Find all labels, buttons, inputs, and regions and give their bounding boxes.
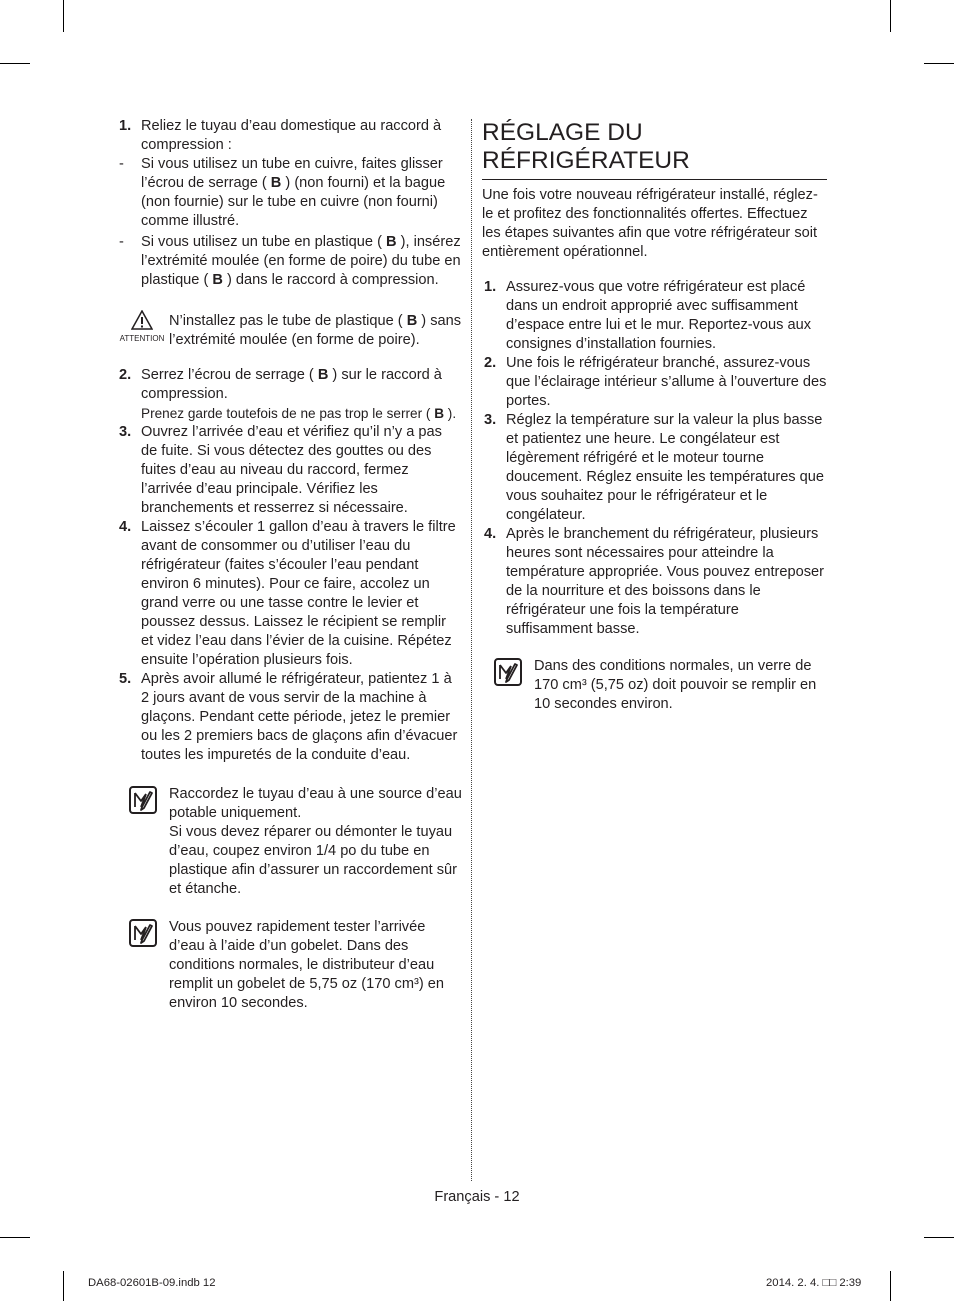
step-text: Assurez-vous que votre réfrigérateur est placé dans un endroit approprié avec suffisamment d’espace entre lui et le mur. Reportez-vous aux consignes d’installation fournies. [506, 279, 812, 352]
bullet-copper [117, 155, 462, 231]
attention-text: N’installez pas le tube de plastique ( [169, 313, 407, 329]
setup-step [482, 278, 827, 354]
crop-mark [890, 0, 891, 32]
ref-b: B [270, 175, 282, 191]
crop-mark [924, 1237, 954, 1238]
ref-b: B [434, 406, 445, 421]
dash: - [119, 234, 124, 250]
bullet-text: ) (non fourni) et la bague (non fournie) sur le tube en cuivre (non fourni) comme illustré. [141, 175, 446, 229]
step-3 [117, 423, 462, 518]
crop-mark [63, 0, 64, 32]
step-number: 2. [484, 355, 497, 371]
setup-step [482, 411, 827, 525]
page-footer: Français - 12 [434, 1189, 520, 1205]
intro-paragraph: Une fois votre nouveau réfrigérateur installé, réglez-le et profitez des fonctionnalités offertes. Effectuez les étapes suivantes afin que votre réfrigérateur soit entièrement opérationnel. [482, 187, 818, 260]
step-number: 5. [119, 671, 132, 687]
note-text: Si vous devez réparer ou démonter le tuyau d’eau, coupez environ 1/4 po du tube en plastique afin d’assurer un raccordement sûr et étanche. [169, 824, 457, 897]
step-number: 4. [484, 526, 497, 542]
bullet-plastic [117, 233, 462, 290]
title-line: RÉGLAGE DU [482, 119, 643, 146]
step-text: Reliez le tuyau d’eau domestique au raccord à compression : [141, 118, 442, 153]
step-number: 2. [119, 367, 132, 383]
step-number: 1. [119, 118, 132, 134]
print-date-info: 2014. 2. 4. □□ 2:39 [766, 1277, 862, 1289]
step-text: Serrez l’écrou de serrage ( [141, 367, 318, 383]
title-line: RÉFRIGÉRATEUR [482, 147, 690, 174]
crop-mark [0, 63, 30, 64]
bullet-text: ), insérez l’extrémité moulée (en forme de poire) du tube en plastique ( [141, 234, 461, 288]
right-column [482, 117, 827, 714]
step-text: Une fois le réfrigérateur branché, assurez-vous que l’éclairage intérieur s’allume à l’ouverture des portes. [506, 355, 827, 409]
note-glass-fill [482, 657, 827, 714]
note-pencil-icon [129, 786, 157, 814]
column-divider [471, 119, 472, 1181]
ref-b: B [406, 313, 418, 329]
crop-mark [890, 1271, 891, 1301]
note-pencil-icon [494, 658, 522, 686]
step-text: Après le branchement du réfrigérateur, plusieurs heures sont nécessaires pour atteindre la température appropriée. Vous pouvez entreposer de la nourriture et des boissons dans le réfrigérateur une fois la température suffisamment basse. [506, 526, 825, 637]
step-4 [117, 518, 462, 670]
setup-step [482, 525, 827, 639]
step-number: 1. [484, 279, 497, 295]
ref-b: B [317, 367, 329, 383]
step-text: ) sur le raccord à compression. [141, 367, 442, 402]
crop-mark [924, 63, 954, 64]
step-number: 3. [119, 424, 132, 440]
attention-label: ATTENTION [119, 334, 165, 343]
step-5 [117, 670, 462, 765]
attention-text: ) sans l’extrémité moulée (en forme de poire). [169, 313, 462, 348]
crop-mark [0, 1237, 30, 1238]
note-cup-test [117, 918, 462, 1013]
setup-step [482, 354, 827, 411]
step-text: Après avoir allumé le réfrigérateur, patientez 1 à 2 jours avant de vous servir de la machine à glaçons. Pendant cette période, jetez le premier ou les 2 premiers bacs de glaçons afin d’évacuer toutes les impuretés de la conduite d’eau. [141, 671, 458, 763]
note-pencil-icon [129, 919, 157, 947]
step-text: Réglez la température sur la valeur la plus basse et patientez une heure. Le congélateur est légèrement réfrigéré et le moteur tourne doucement. Réglez ensuite les températures que vous souhaitez pour le réfrigérateur et le congélateur. [506, 412, 825, 523]
warning-triangle-icon [117, 310, 167, 346]
caution-text: ). [444, 406, 457, 421]
attention-note [117, 312, 462, 350]
bullet-text: Si vous utilisez un tube en plastique ( [141, 234, 386, 250]
step-2 [117, 366, 462, 423]
print-file-info: DA68-02601B-09.indb 12 [88, 1277, 216, 1289]
step-number: 3. [484, 412, 497, 428]
step-text: Laissez s’écouler 1 gallon d’eau à travers le filtre avant de consommer ou d’utiliser l’eau du réfrigérateur (faites s’écouler l’eau pendant environ 6 minutes). Pour ce faire, accolez un grand verre ou une tasse contre le levier et poussez dessus. Laissez le récipient se remplir et videz l’eau dans l’évier de la cuisine. Répétez ensuite l’opération plusieurs fois. [141, 519, 456, 668]
note-water-source [117, 785, 462, 899]
dash: - [119, 156, 124, 172]
step-2-caution [141, 404, 462, 423]
ref-b: B [212, 272, 223, 288]
ref-b: B [386, 234, 397, 250]
caution-text: Prenez garde toutefois de ne pas trop le serrer ( [141, 406, 435, 421]
bullet-text: ) dans le raccord à compression. [222, 272, 439, 288]
bullet-text: Si vous utilisez un tube en cuivre, faites glisser l’écrou de serrage ( [141, 156, 443, 191]
step-text: Ouvrez l’arrivée d’eau et vérifiez qu’il n’y a pas de fuite. Si vous détectez des gouttes ou des fuites d’eau au niveau du raccord, fermez l’arrivée d’eau principale. Vérifiez les branchements et resserrez si nécessaire. [141, 424, 442, 516]
note-text: Raccordez le tuyau d’eau à une source d’eau potable uniquement. [169, 786, 462, 821]
crop-mark [63, 1271, 64, 1301]
left-column [117, 117, 462, 1013]
note-text: Vous pouvez rapidement tester l’arrivée d’eau à l’aide d’un gobelet. Dans des conditions normales, le distributeur d’eau remplit un gobelet de 5,75 oz (170 cm³) en environ 10 secondes. [169, 919, 445, 1011]
note-text: Dans des conditions normales, un verre de 170 cm³ (5,75 oz) doit pouvoir se remplir en 10 secondes environ. [534, 658, 817, 712]
step-number: 4. [119, 519, 132, 535]
section-title [482, 117, 827, 180]
step-1 [117, 117, 462, 155]
